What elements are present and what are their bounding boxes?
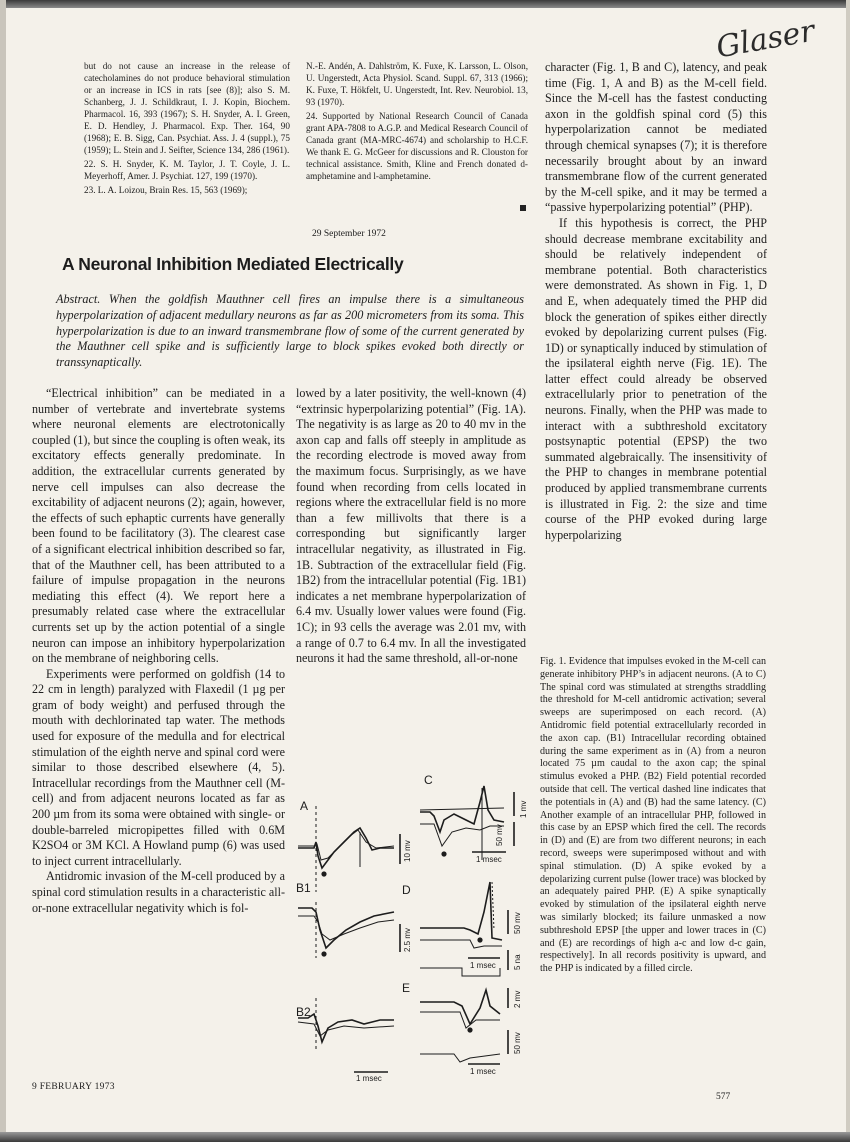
figure-1 bbox=[294, 762, 534, 1082]
figure-caption: Fig. 1. Evidence that impulses evoked in the M-cell can generate inhibitory PHP’s in adjacent neurons. (A to C) The spinal cord was stimulated at strengths straddling the threshold for M-cell antidromic activation; several sweeps are superimposed on each record. (A) Antidromic field potential extracellularly recorded in the axon cap. (B1) Intracellular recording obtained during the same experiment as in (A) from a neuron located 75 µm caudal to the axon cap; the spinal stimulus evoked a PHP. (B2) Field potential recorded outside that cell. The vertical dashed line indicates that the potentials in (A) and (B) had the same latency. (C) Another example of an intracellular PHP, followed in this case by an EPSP which fired the cell. The records in (D) and (E) are from two different neurons; in each record, sweeps were superimposed without and with spinal stimulation. (D) A spike evoked by a depolarizing current pulse (lower trace) was blocked by an adequately paired PHP. (E) A spike synaptically evoked by stimulation of the ipsilateral eighth nerve was similarly blocked; its failure unmasked a now subthreshold EPSP [the upper and lower traces in (C) and (E) are recordings of high a-c and low d-c gain, respectively]. In all records positivity is upward, and the PHP is indicated by a filled circle. bbox=[540, 656, 766, 975]
scale-label: 1 msec bbox=[356, 1074, 382, 1082]
panel-e-trace bbox=[420, 990, 500, 1062]
panel-b1-trace bbox=[298, 902, 394, 958]
panel-c-trace bbox=[420, 786, 504, 860]
scan-left-edge bbox=[0, 0, 6, 1142]
reference-entry: 24. Supported by National Research Council of Canada grant APA-7808 to A.G.P. and Medical Research Council of Canada grant (MA-MRC-4674) and scholarship to H.C.F. We thank E. G. McGeer for discussions and R. Clouston for technical assistance. Smith, Kline and French donated d-amphetamine and l-amphetamine. bbox=[306, 111, 528, 181]
references-left bbox=[84, 60, 290, 196]
paragraph: character (Fig. 1, B and C), latency, and peak time (Fig. 1, A and B) as the M-cell field. Since the M-cell has the fastest conducting axon in the goldfish spinal cord (5) this hyperpolarization cannot be mediated through chemical synapses (7); it is therefore necessarily brought about by an inward transmembrane flow of the current generated by the M-cell spike, and it may be termed a “passive hyperpolarizing potential” (PHP). bbox=[545, 60, 767, 215]
panel-label-a: A bbox=[300, 799, 309, 813]
paragraph: “Electrical inhibition” can be mediated in a number of vertebrate and invertebrate systems where neuronal elements are electrotonically coupled (1), but since the coupling is often weak, its excitatory effects generally predominate. In addition, the extracellular currents generated by nerve cell impulses can also decrease the excitability of adjacent neurons (2); again, however, the effects of such ephaptic currents have generally been found to be facilitatory (3). The clearest case of a significant electrical inhibition described so far, that of the Mauthner cell, has been attributed to a failure of impulse propagation in the neurons mediating this effect (4). We report here a presumably related case where the extracellular currents set up by the action potential of a single neuron can impose an inhibitory hyperpolarization on the membrane of neighboring cells. bbox=[32, 386, 285, 666]
paragraph: Experiments were performed on goldfish (14 to 22 cm in length) paralyzed with Flaxedil (1 µg per gram of body weight) and perfused through the mouth with dechlorinated tap water. The methods used for exposure of the medulla and for electrical stimulation of the eighth nerve and spinal cord were similar to those described elsewhere (4, 5). Intracellular recordings from the Mauthner cell (M-cell) and from adjacent neurons located as far as 200 µm from its soma were obtained with single- or double-barreled micropipettes filled with 0.6M K2SO4 or 3M KCl. A Howland pump (6) was used to inject current intracellularly. bbox=[32, 666, 285, 868]
scale-label: 50 mv bbox=[513, 1032, 522, 1054]
panel-label-b2: B2 bbox=[296, 1005, 311, 1019]
references-middle bbox=[306, 60, 528, 182]
php-marker bbox=[477, 937, 482, 942]
scale-label: 1 msec bbox=[476, 855, 502, 864]
body-column-3 bbox=[545, 60, 767, 543]
panel-b2-trace bbox=[298, 998, 394, 1052]
panel-label-d: D bbox=[402, 883, 411, 897]
scale-label: 1 msec bbox=[470, 961, 496, 970]
panel-a-trace bbox=[298, 806, 394, 892]
php-marker bbox=[321, 951, 326, 956]
paragraph: If this hypothesis is correct, the PHP should decrease membrane excitability and should be relatively independent of membrane potential. Both characteristics were demonstrated. As shown in Fig. 1, D and E, when adequately timed the PHP did block the generation of spikes either directly evoked by depolarizing current pulses (Fig. 1D) or synaptically induced by stimulation of the ipsilateral eighth nerve (Fig. 1E). The latter effect could already be observed extracellularly prior to penetration of the neurons. Finally, when the PHP was made to interact with a subthreshold excitatory postsynaptic potential (EPSP) the two summated algebraically. The insensitivity of the PHP to changes in membrane potential produced by applied transmembrane currents is illustrated in Fig. 2: the size and time course of the PHP evoked during large hyperpolarizing bbox=[545, 215, 767, 542]
scale-label: 50 mv bbox=[495, 824, 504, 846]
reference-entry: N.-E. Andén, A. Dahlström, K. Fuxe, K. Larsson, L. Olson, U. Ungerstedt, Acta Physiol. Scand. Suppl. 67, 313 (1966); K. Fuxe, T. Hökfelt, U. Ungerstedt, Int. Rev. Neurobiol. 13, 93 (1970). bbox=[306, 61, 528, 107]
scale-label: 1 mv bbox=[519, 800, 528, 818]
body-column-2 bbox=[296, 386, 526, 667]
scale-label: 2.5 mv bbox=[403, 927, 412, 952]
scale-label: 5 na bbox=[513, 954, 522, 970]
page-number: 577 bbox=[716, 1092, 731, 1102]
scale-label: 2 mv bbox=[513, 990, 522, 1008]
article-title: A Neuronal Inhibition Mediated Electrically bbox=[62, 254, 404, 274]
scan-top-edge bbox=[0, 0, 850, 8]
paragraph: Antidromic invasion of the M-cell produced by a spinal cord stimulation results in a characteristic all-or-none extracellular negativity which is fol- bbox=[32, 869, 285, 915]
php-marker bbox=[441, 851, 446, 856]
scan-bottom-edge bbox=[0, 1132, 850, 1142]
scale-label: 50 mv bbox=[513, 912, 522, 934]
scan-right-edge bbox=[846, 0, 850, 1142]
php-marker bbox=[467, 1027, 472, 1032]
paragraph: lowed by a later positivity, the well-known (4) “extrinsic hyperpolarizing potential” (Fig. 1A). The negativity is as large as 20 to 40 mv in the axon cap and falls off steeply in amplitude as the recording electrode is moved away from the maximum focus. Surprisingly, as we have found when recording from cells located in regions where the extracellular field is no more than a few millivolts that there is a corresponding but significantly larger intracellular negativity, as illustrated in Fig. 1B. Subtraction of the extracellular field (Fig. 1B2) from the intracellular potential (Fig. 1B1) indicates a net membrane hyperpolarization of 6.4 mv. Usually lower values were found (Fig. 1C); in 93 cells the average was 2.01 mv, with a range of 0.7 to 6.4 mv. In all the investigated neurons it had the same threshold, all-or-none bbox=[296, 386, 526, 666]
reference-entry: but do not cause an increase in the release of catecholamines do not produce behavioral stimulation or an increase in ICS in rats [see (8)]; also S. M. Schanberg, J. J. Schildkraut, I. J. Kopin, Biochem. Pharmacol. 16, 393 (1967); S. H. Snyder, A. I. Green, E. D. Hendley, J. Pharmacol. Exp. Ther. 164, 90 (1968); E. B. Sigg, Can. Psychiat. Ass. J. 4 (suppl.), 75 (1959); L. Stein and J. Seifter, Science 134, 286 (1961). bbox=[84, 61, 290, 155]
handwritten-signature: Glaser bbox=[713, 13, 818, 66]
panel-label-c: C bbox=[424, 773, 433, 787]
body-column-1 bbox=[32, 386, 285, 916]
scale-label: 1 msec bbox=[470, 1067, 496, 1076]
scale-label: 10 mv bbox=[403, 840, 412, 862]
panel-label-e: E bbox=[402, 981, 411, 995]
issue-date: 9 FEBRUARY 1973 bbox=[32, 1082, 115, 1092]
panel-label-b1: B1 bbox=[296, 881, 311, 895]
reference-entry: 23. L. A. Loizou, Brain Res. 15, 563 (1969); bbox=[84, 185, 248, 195]
reference-entry: 22. S. H. Snyder, K. M. Taylor, J. T. Coyle, J. L. Meyerhoff, Amer. J. Psychiat. 127, 199 (1970). bbox=[84, 159, 290, 181]
abstract: Abstract. When the goldfish Mauthner cell fires an impulse there is a simultaneous hyperpolarization of adjacent medullary neurons as far as 200 micrometers from its soma. This hyperpolarization is due to an inward transmembrane flow of some of the current generated by the Mauthner cell spike and is sufficiently large to block spikes evoked both directly or transsynaptically. bbox=[56, 292, 524, 370]
received-date: 29 September 1972 bbox=[312, 229, 386, 239]
end-of-article-mark bbox=[520, 205, 526, 211]
php-marker bbox=[321, 871, 326, 876]
